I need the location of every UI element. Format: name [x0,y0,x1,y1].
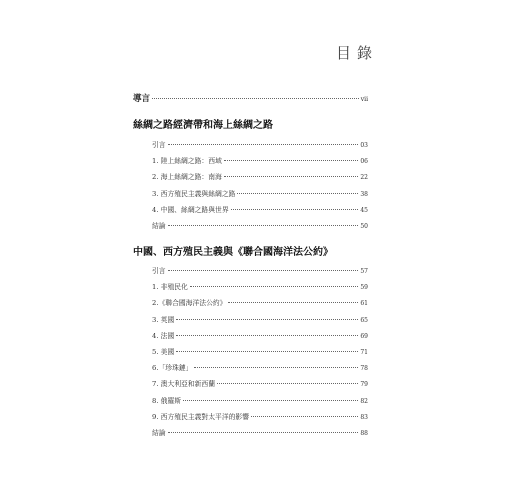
toc-entry-label: 引言 [152,267,166,275]
toc-entry-page: 61 [360,300,368,308]
section-heading-2: 中國、西方殖民主義與《聯合國海洋法公約》 [133,247,333,258]
section-2-entries [152,265,368,443]
toc-entry-page: 83 [360,413,368,421]
toc-entry-label: 7. 澳大利亞和新西蘭 [152,380,216,389]
dot-leader [168,270,359,271]
toc-entry-page: 50 [360,222,368,230]
toc-entry-label: 導言 [133,94,151,104]
dot-leader [194,367,358,368]
toc-entry [152,155,368,171]
toc-entry-label: 結論 [152,221,166,230]
toc-entry-label: 引言 [152,141,166,149]
toc-entry [152,378,368,394]
toc-entry-label: 6.「珍珠鏈」 [152,364,193,373]
toc-entry [152,411,368,427]
dot-leader [183,400,358,401]
toc-entry-page: 69 [360,332,368,340]
dot-leader [168,432,359,433]
toc-entry-page: 88 [360,429,368,437]
toc-entry-label: 9. 西方殖民主義對太平洋的影響 [152,412,250,421]
toc-entry [152,314,368,330]
toc-entry-label: 3. 西方殖民主義與絲綢之路 [152,189,236,198]
toc-entry-label: 3. 英國 [152,315,175,324]
dot-leader [168,144,359,145]
section-heading-1: 絲綢之路經濟帶和海上絲綢之路 [133,120,273,131]
toc-entry-label: 2. 海上絲綢之路：南海 [152,173,222,182]
toc-entry [152,346,368,362]
toc-entry [152,330,368,346]
toc-entry-page: 71 [360,348,368,356]
toc-entry-page: 59 [360,284,368,292]
dot-leader [168,225,359,226]
toc-entry [152,281,368,297]
toc-entry-page: 22 [360,174,368,182]
toc-entry [152,139,368,155]
toc-entry-label: 2.《聯合國海洋法公約》 [152,299,227,308]
page-title: 目錄 [336,44,379,62]
dot-leader [190,286,359,287]
toc-entry [152,265,368,281]
toc-entry-label: 4. 中國、絲綢之路與世界 [152,205,229,214]
toc-entry-label: 5. 美國 [152,347,175,356]
dot-leader [176,319,358,320]
toc-entry [152,171,368,187]
toc-entry [152,188,368,204]
toc-entry-page: 65 [360,316,368,324]
toc-entry-label: 1. 非殖民化 [152,283,188,292]
toc-entry-label: 4. 法國 [152,331,175,340]
dot-leader [224,176,359,177]
dot-leader [228,302,358,303]
toc-entry [152,395,368,411]
section-1-entries [152,139,368,236]
toc-entry [152,297,368,313]
toc-entry-label: 1. 陸上絲綢之路：西域 [152,157,222,166]
dot-leader [224,160,359,161]
toc-entry-intro [133,92,368,104]
toc-entry-label: 結論 [152,428,166,437]
toc-entry [152,427,368,443]
toc-entry-page: vii [360,96,368,103]
dot-leader [176,351,358,352]
toc-entry [152,220,368,236]
dot-leader [217,383,358,384]
dot-leader [251,416,358,417]
dot-leader [176,335,358,336]
dot-leader [237,193,358,194]
toc-entry-page: 57 [360,268,368,275]
toc-entry-page: 45 [360,206,368,214]
toc-entry-page: 78 [360,365,368,373]
toc-entry-page: 82 [360,397,368,405]
toc-entry-page: 06 [360,158,368,166]
toc-entry-page: 79 [360,381,368,389]
dot-leader [152,98,359,99]
dot-leader [231,209,359,210]
toc-entry-page: 03 [360,142,368,149]
toc-entry-label: 8. 俄羅斯 [152,396,182,405]
toc-entry-page: 38 [360,190,368,198]
toc-entry [152,362,368,378]
toc-entry [152,204,368,220]
